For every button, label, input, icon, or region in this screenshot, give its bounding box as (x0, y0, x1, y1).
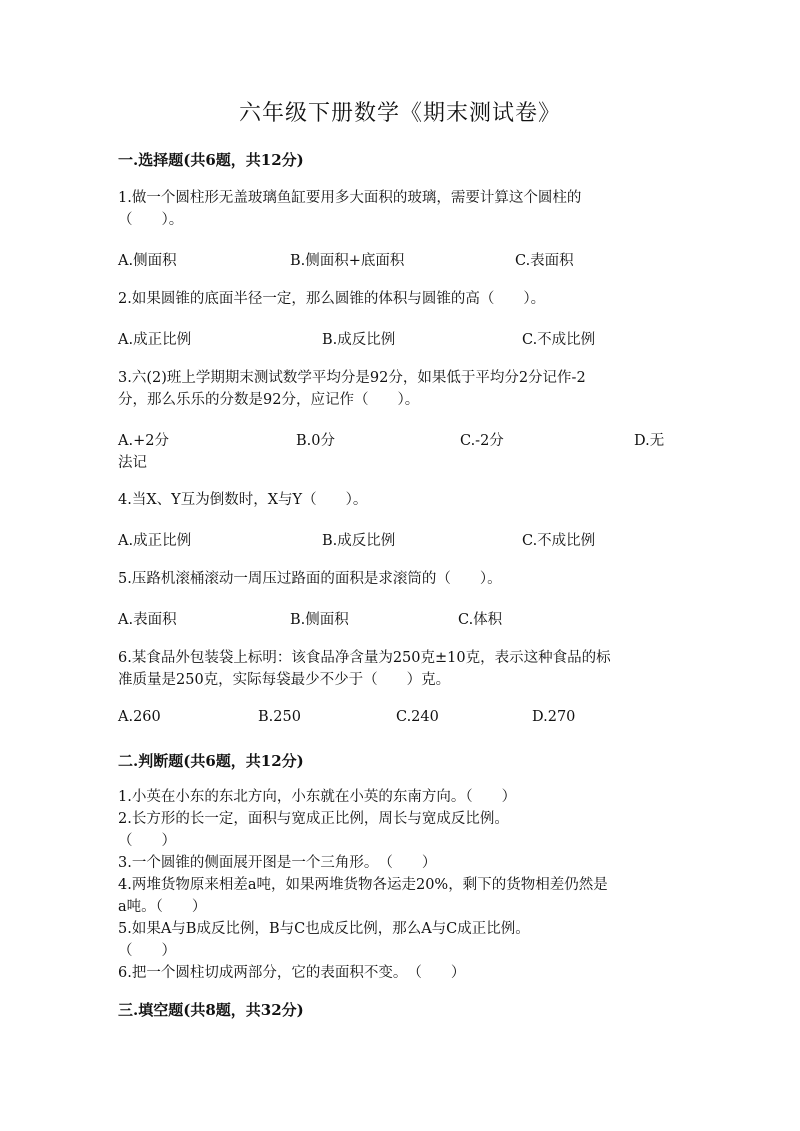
question-1-option-c: C.表面积 (515, 253, 574, 269)
judge-item-1: 1.小英在小东的东北方向，小东就在小英的东南方向。（ ） (118, 789, 517, 805)
judge-item-2-blank: （ ） (118, 833, 176, 849)
question-3-option-c: C.-2分 (460, 433, 504, 449)
judge-item-3: 3.一个圆锥的侧面展开图是一个三角形。 （ ） (118, 855, 437, 871)
question-3-option-b: B.0分 (296, 433, 335, 449)
question-5-line-1: 5.压路机滚桶滚动一周压过路面的面积是求滚筒的（ ）。 (118, 571, 502, 587)
question-2-option-a: A.成正比例 (118, 332, 192, 348)
section-heading-fill: 三.填空题(共8题，共32分) (118, 1001, 304, 1019)
question-3-line-2: 分，那么乐乐的分数是92分，应记作（ ）。 (118, 392, 420, 408)
question-6-option-b: B.250 (258, 709, 301, 725)
question-1-option-a: A.侧面积 (118, 253, 177, 269)
judge-item-2: 2.长方形的长一定，面积与宽成正比例，周长与宽成反比例。 (118, 811, 509, 827)
section-heading-judge: 二.判断题(共6题，共12分) (118, 752, 304, 770)
question-4-option-b: B.成反比例 (322, 533, 396, 549)
question-5-option-c: C.体积 (458, 612, 503, 628)
question-3-option-d-wrap: 法记 (118, 455, 147, 471)
question-3-option-d: D.无 (634, 433, 665, 449)
question-6-line-2: 准质量是250克，实际每袋最少不少于（ ）克。 (118, 672, 451, 688)
judge-item-5-blank: （ ） (118, 943, 176, 959)
question-5-option-a: A.表面积 (118, 612, 177, 628)
question-6-option-a: A.260 (118, 709, 161, 725)
judge-item-5: 5.如果A与B成反比例，B与C也成反比例，那么A与C成正比例。 (118, 921, 530, 937)
question-6-option-c: C.240 (396, 709, 439, 725)
question-1-line-2: （ ）。 (118, 212, 184, 228)
question-2-option-b: B.成反比例 (322, 332, 396, 348)
question-3-option-a: A.+2分 (118, 433, 169, 449)
question-4-option-c: C.不成比例 (522, 533, 596, 549)
question-4-line-1: 4.当X、Y互为倒数时，X与Y（ ）。 (118, 492, 368, 508)
judge-item-4-wrap: a吨。（ ） (118, 899, 207, 915)
question-6-line-1: 6.某食品外包装袋上标明：该食品净含量为250克±10克，表示这种食品的标 (118, 650, 611, 666)
question-2-line-1: 2.如果圆锥的底面半径一定，那么圆锥的体积与圆锥的高（ ）。 (118, 291, 546, 307)
question-1-option-b: B.侧面积+底面积 (290, 253, 405, 269)
question-6-option-d: D.270 (532, 709, 576, 725)
question-2-option-c: C.不成比例 (522, 332, 596, 348)
question-1-line-1: 1.做一个圆柱形无盖玻璃鱼缸要用多大面积的玻璃，需要计算这个圆柱的 (118, 190, 582, 206)
judge-item-4: 4.两堆货物原来相差a吨，如果两堆货物各运走20%，剩下的货物相差仍然是 (118, 877, 608, 893)
question-5-option-b: B.侧面积 (290, 612, 349, 628)
page-title: 六年级下册数学《期末测试卷》 (238, 101, 561, 126)
judge-item-6: 6.把一个圆柱切成两部分，它的表面积不变。 （ ） (118, 965, 466, 981)
question-4-option-a: A.成正比例 (118, 533, 192, 549)
section-heading-choice: 一.选择题(共6题，共12分) (118, 151, 304, 169)
question-3-line-1: 3.六(2)班上学期期末测试数学平均分是92分，如果低于平均分2分记作-2 (118, 370, 586, 386)
